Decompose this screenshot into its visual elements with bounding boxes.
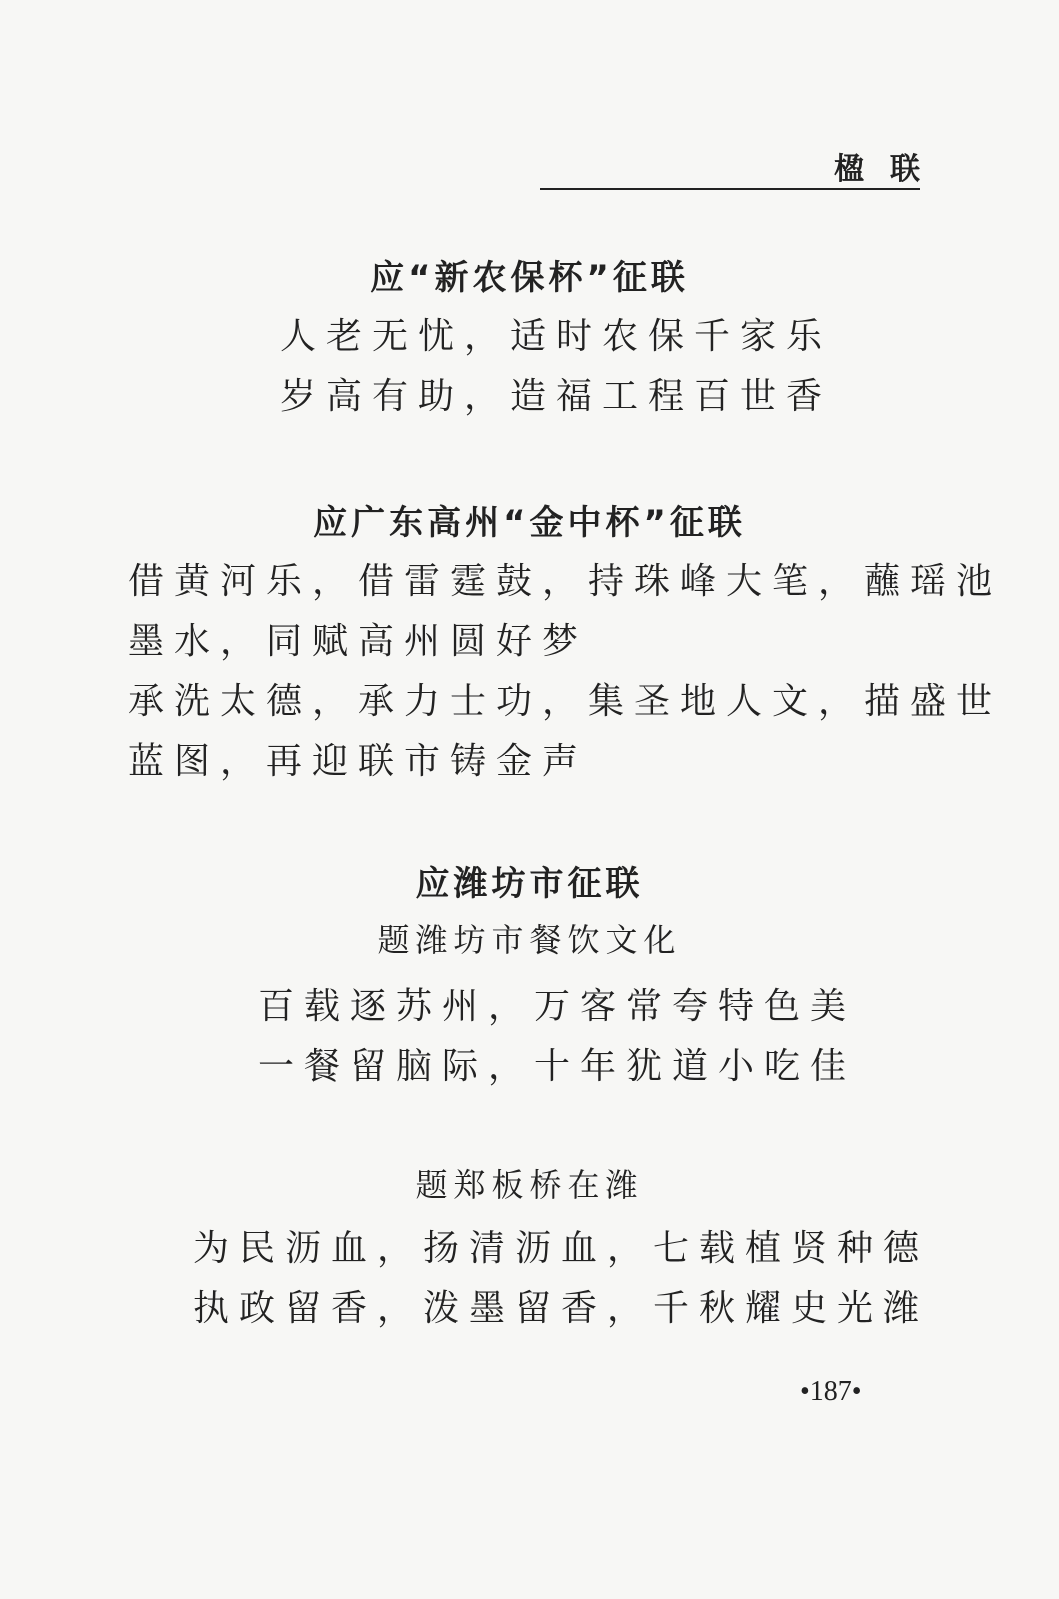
couplet-line: 蓝图，再迎联市铸金声: [128, 741, 589, 782]
header-title: 楹联: [834, 152, 946, 187]
couplet-line: 墨水，同赋高州圆好梦: [128, 621, 589, 662]
couplet-line: 借黄河乐，借雷霆鼓，持珠峰大笔，蘸瑶池: [128, 561, 1003, 602]
couplet-line: 百载逐苏州，万客常夸特色美: [258, 986, 857, 1027]
couplet-line: 岁高有助，造福工程百世香: [280, 376, 833, 417]
subsection-title: 题郑板桥在潍: [415, 1166, 644, 1204]
couplet-line: 执政留香，泼墨留香，千秋耀史光潍: [193, 1288, 930, 1329]
page-number: •187•: [800, 1376, 862, 1407]
section-title: 应潍坊市征联: [415, 864, 644, 904]
section-title: 应“新农保杯”征联: [370, 258, 689, 298]
couplet-line: 为民沥血，扬清沥血，七载植贤种德: [193, 1228, 930, 1269]
couplet-line: 承洗太德，承力士功，集圣地人文，描盛世: [128, 681, 1003, 722]
section-title: 应广东高州“金中杯”征联: [313, 503, 746, 543]
couplet-line: 一餐留脑际，十年犹道小吃佳: [258, 1046, 857, 1087]
subsection-title: 题潍坊市餐饮文化: [377, 921, 682, 959]
couplet-line: 人老无忧，适时农保千家乐: [280, 316, 833, 357]
running-header: [540, 142, 946, 190]
